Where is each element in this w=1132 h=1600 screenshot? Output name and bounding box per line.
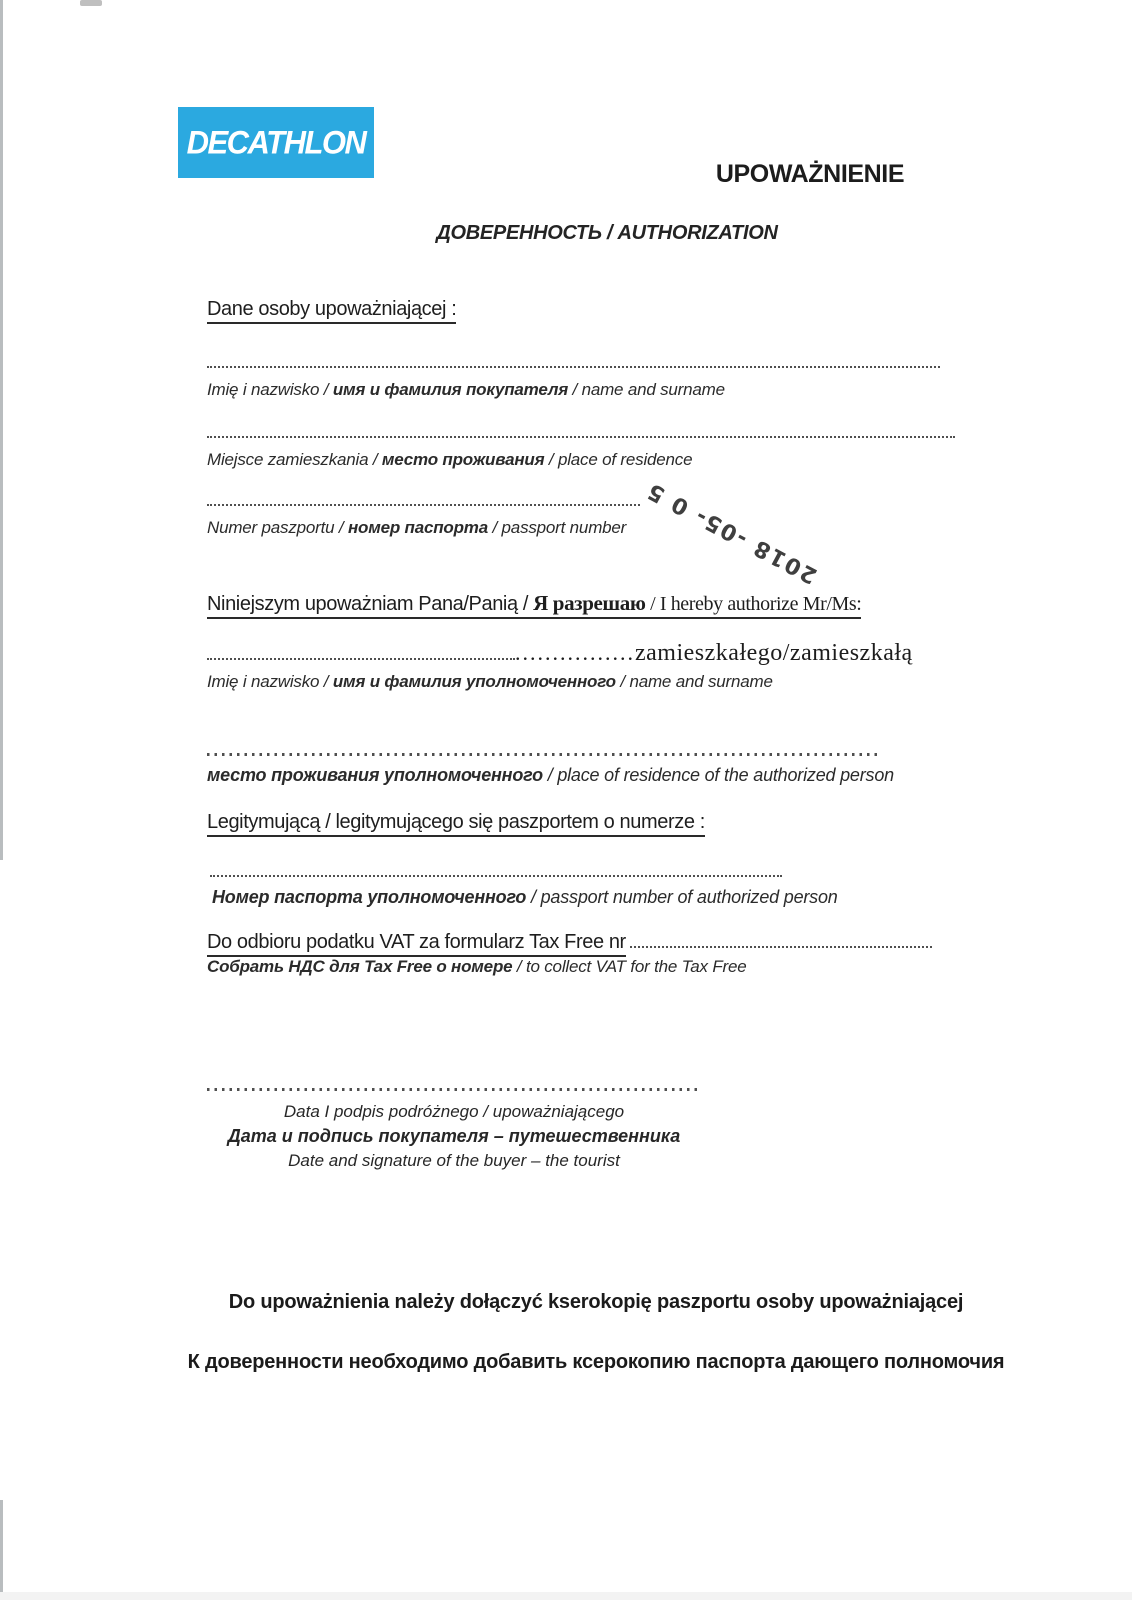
authorizer-passport-label-pl: Numer paszportu /: [207, 518, 348, 537]
decathlon-logo-text: DECATHLON: [186, 123, 366, 161]
signature-fill-line: [207, 1088, 698, 1091]
authorized-passport-fill-line: [210, 875, 782, 877]
authorizer-name-fill-line: [207, 366, 940, 368]
signature-caption-en: Date and signature of the buyer – the tourist: [288, 1151, 620, 1170]
footer-note-pl: Do upoważnienia należy dołączyć kserokopię paszportu osoby upoważniającej: [228, 1291, 964, 1313]
vat-heading-text: Do odbioru podatku VAT za formularz Tax Free nr: [207, 931, 626, 957]
vat-sub-label-en: / to collect VAT for the Tax Free: [512, 957, 747, 976]
signature-caption-pl: Data I podpis podróżnego / upoważniającego: [283, 1102, 625, 1121]
authorized-residence-fill-line: [207, 753, 880, 756]
authorize-heading-line: [207, 593, 861, 619]
authorize-heading: [207, 591, 861, 616]
authorized-residing-text: zamieszkałego/zamieszkałą: [635, 640, 913, 666]
decathlon-logo: [178, 107, 374, 178]
authorizer-name-label: [207, 380, 725, 400]
authorize-heading-pl: Niniejszym upoważniam Pana/Panią /: [207, 593, 534, 615]
footer-note-ru: К доверенности необходимо добавить ксерокопию паспорта дающего полномочия: [187, 1351, 1005, 1373]
scan-artifact-left-edge-bottom: [0, 1500, 3, 1600]
authorizer-name-label-en: / name and surname: [568, 380, 725, 399]
authorized-name-label-pl: Imię i nazwisko /: [207, 672, 333, 691]
vat-heading-row: [207, 931, 932, 954]
authorized-name-label: [207, 672, 773, 692]
authorizer-section-heading: [207, 298, 456, 321]
authorizer-residence-label: [207, 450, 692, 470]
authorizer-residence-label-en: / place of residence: [544, 450, 693, 469]
date-stamp-text: 2018 -05- 0 5: [642, 476, 822, 588]
authorizer-name-label-ru: имя и фамилия покупателя: [332, 380, 569, 399]
authorized-name-label-en: / name and surname: [615, 672, 773, 691]
authorizer-passport-fill-line: [207, 504, 640, 506]
authorized-passport-label-ru: Номер паспорта уполномоченного: [212, 887, 527, 907]
vat-form-number-fill-line: [630, 946, 932, 948]
authorizer-name-label-pl: Imię i nazwisko /: [207, 380, 333, 399]
page-subtitle: ДОВЕРЕННОСТЬ / AUTHORIZATION: [436, 222, 778, 244]
vat-sub-label-ru: Собрать НДС для Tax Free о номере: [207, 957, 513, 976]
vat-sub-label: [207, 957, 747, 977]
authorized-passport-label: [212, 887, 838, 909]
authorizer-residence-fill-line: [207, 436, 955, 438]
authorizer-passport-label-ru: номер паспорта: [347, 518, 488, 537]
signature-caption-ru: Дата и подпись покупателя – путешественника: [227, 1126, 681, 1146]
scan-artifact-top-dash: [80, 0, 102, 6]
scan-artifact-left-edge-top: [0, 0, 3, 860]
authorized-name-label-ru: имя и фамилия уполномоченного: [332, 672, 616, 691]
authorizer-residence-label-ru: место проживания: [381, 450, 545, 469]
authorized-name-fill-dots: ................: [515, 640, 635, 665]
authorized-name-fill-line: [207, 658, 515, 660]
date-stamp: [632, 476, 832, 588]
authorizer-residence-label-pl: Miejsce zamieszkania /: [207, 450, 382, 469]
authorized-passport-heading-text: Legitymującą / legitymującego się paszportem o numerze :: [207, 811, 705, 837]
authorizer-passport-label-en: / passport number: [487, 518, 627, 537]
authorize-heading-en: / I hereby authorize Mr/Ms:: [645, 593, 862, 615]
authorized-passport-heading: [207, 811, 705, 834]
authorize-heading-ru: Я разрешаю: [533, 591, 646, 615]
scan-artifact-bottom-band: [0, 1592, 1132, 1600]
authorized-residence-label: [207, 765, 894, 787]
page-title: UPOWAŻNIENIE: [715, 160, 905, 188]
authorized-passport-label-en: / passport number of authorized person: [526, 887, 838, 907]
authorizer-passport-label: [207, 518, 626, 538]
authorizer-section-heading-text: Dane osoby upoważniającej :: [207, 298, 456, 324]
authorized-residence-label-en: / place of residence of the authorized person: [542, 765, 894, 785]
authorized-residence-label-ru: место проживания уполномоченного: [207, 765, 543, 785]
authorized-name-fill-row: [207, 640, 913, 667]
